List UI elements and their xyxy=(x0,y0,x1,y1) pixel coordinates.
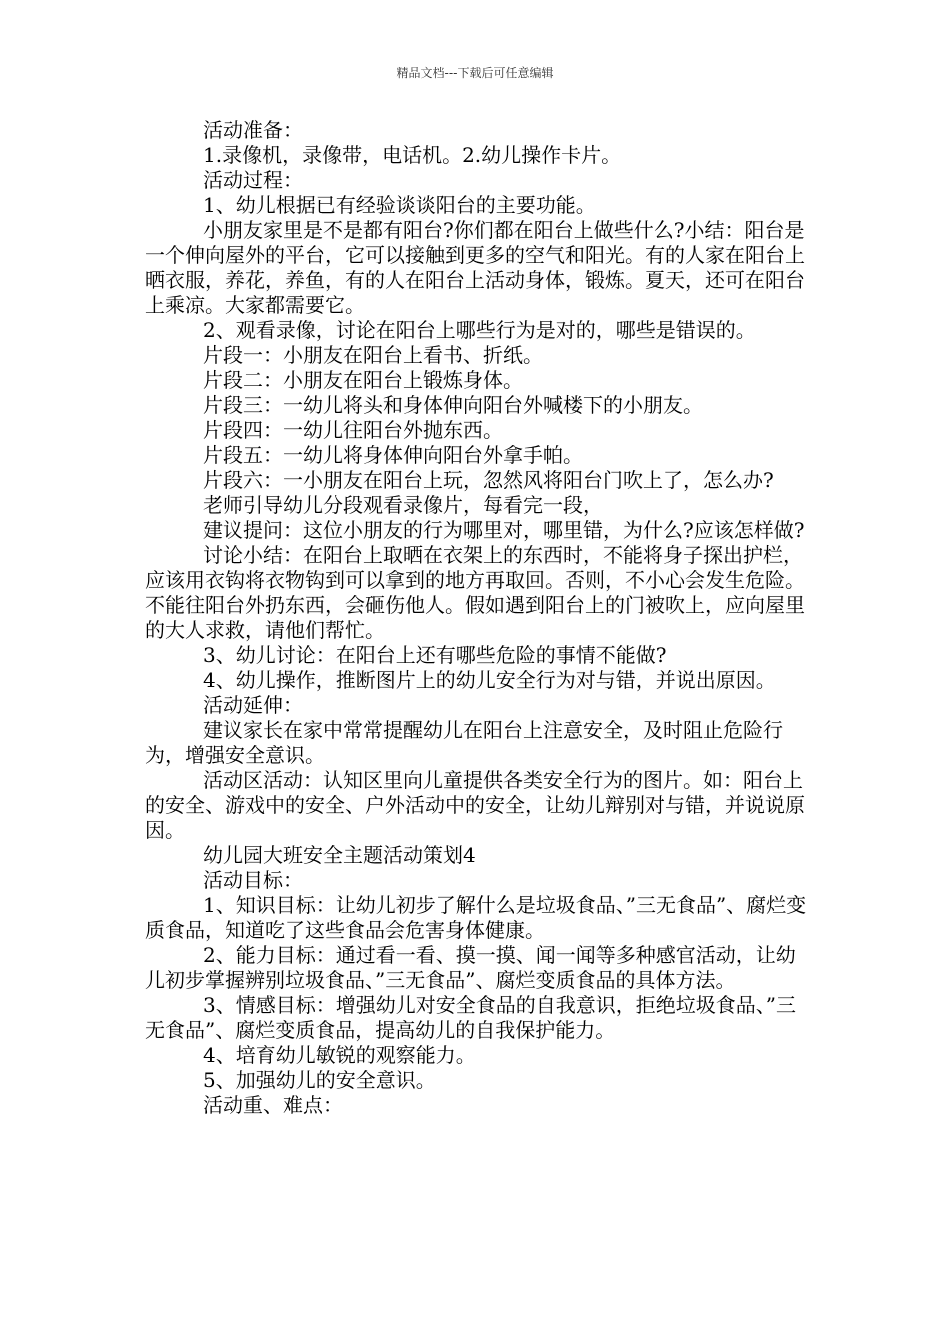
page-header: 精品文档---下载后可任意编辑 xyxy=(396,66,554,80)
paragraph: 建议提问：这位小朋友的行为哪里对，哪里错，为什么?应该怎样做? xyxy=(203,518,805,542)
paragraph: 5、加强幼儿的安全意识。 xyxy=(203,1068,436,1092)
paragraph: 小朋友家里是不是都有阳台?你们都在阳台上做些什么?小结：阳台是一个伸向屋外的平台，它可以接触到更多的空气和阳光。有的人家在阳台上晒衣服，养花，养鱼，有的人在阳台上活动身体，锻炼。夏天，还可在阳台上乘凉。大家都需要它。 xyxy=(145,218,805,317)
paragraph: 活动过程： xyxy=(203,168,303,192)
paragraph: 片段一：小朋友在阳台上看书、折纸。 xyxy=(203,343,543,367)
paragraph: 片段二：小朋友在阳台上锻炼身体。 xyxy=(203,368,523,392)
paragraph: 2、能力目标：通过看一看、摸一摸、闻一闻等多种感官活动，让幼儿初步掌握辨别垃圾食品、”三无食品”、腐烂变质食品的具体方法。 xyxy=(145,943,796,992)
paragraph: 活动目标： xyxy=(203,868,303,892)
paragraph: 老师引导幼儿分段观看录像片，每看完一段， xyxy=(203,493,603,517)
section-title: 幼儿园大班安全主题活动策划4 xyxy=(203,843,476,867)
paragraph: 3、幼儿讨论：在阳台上还有哪些危险的事情不能做? xyxy=(203,643,667,667)
paragraph: 2、观看录像，讨论在阳台上哪些行为是对的，哪些是错误的。 xyxy=(203,318,756,342)
paragraph: 3、情感目标：增强幼儿对安全食品的自我意识，拒绝垃圾食品、”三无食品”、腐烂变质食品，提高幼儿的自我保护能力。 xyxy=(145,993,796,1042)
paragraph: 片段四：一幼儿往阳台外抛东西。 xyxy=(203,418,503,442)
paragraph: 4、幼儿操作，推断图片上的幼儿安全行为对与错，并说出原因。 xyxy=(203,668,776,692)
paragraph: 片段五：一幼儿将身体伸向阳台外拿手帕。 xyxy=(203,443,583,467)
paragraph: 1.录像机，录像带，电话机。2.幼儿操作卡片。 xyxy=(203,143,622,167)
paragraph: 片段六：一小朋友在阳台上玩，忽然风将阳台门吹上了，怎么办? xyxy=(203,468,774,492)
paragraph: 片段三：一幼儿将头和身体伸向阳台外喊楼下的小朋友。 xyxy=(203,393,703,417)
paragraph: 讨论小结：在阳台上取晒在衣架上的东西时，不能将身子探出护栏，应该用衣钩将衣物钩到可以拿到的地方再取回。否则，不小心会发生危险。不能往阳台外扔东西，会砸伤他人。假如遇到阳台上的门被吹上，应向屋里的大人求救，请他们帮忙。 xyxy=(145,543,805,642)
paragraph: 4、培育幼儿敏锐的观察能力。 xyxy=(203,1043,476,1067)
paragraph: 活动延伸： xyxy=(203,693,303,717)
paragraph: 1、知识目标：让幼儿初步了解什么是垃圾食品、”三无食品”、腐烂变质食品，知道吃了这些食品会危害身体健康。 xyxy=(145,893,807,942)
paragraph: 活动准备： xyxy=(203,118,303,142)
paragraph: 活动重、难点： xyxy=(203,1093,343,1117)
paragraph: 建议家长在家中常常提醒幼儿在阳台上注意安全，及时阻止危险行为，增强安全意识。 xyxy=(145,718,783,767)
document-body xyxy=(145,118,815,1118)
paragraph: 1、幼儿根据已有经验谈谈阳台的主要功能。 xyxy=(203,193,596,217)
paragraph: 活动区活动：认知区里向儿童提供各类安全行为的图片。如：阳台上的安全、游戏中的安全、户外活动中的安全，让幼儿辩别对与错，并说说原因。 xyxy=(145,768,805,842)
